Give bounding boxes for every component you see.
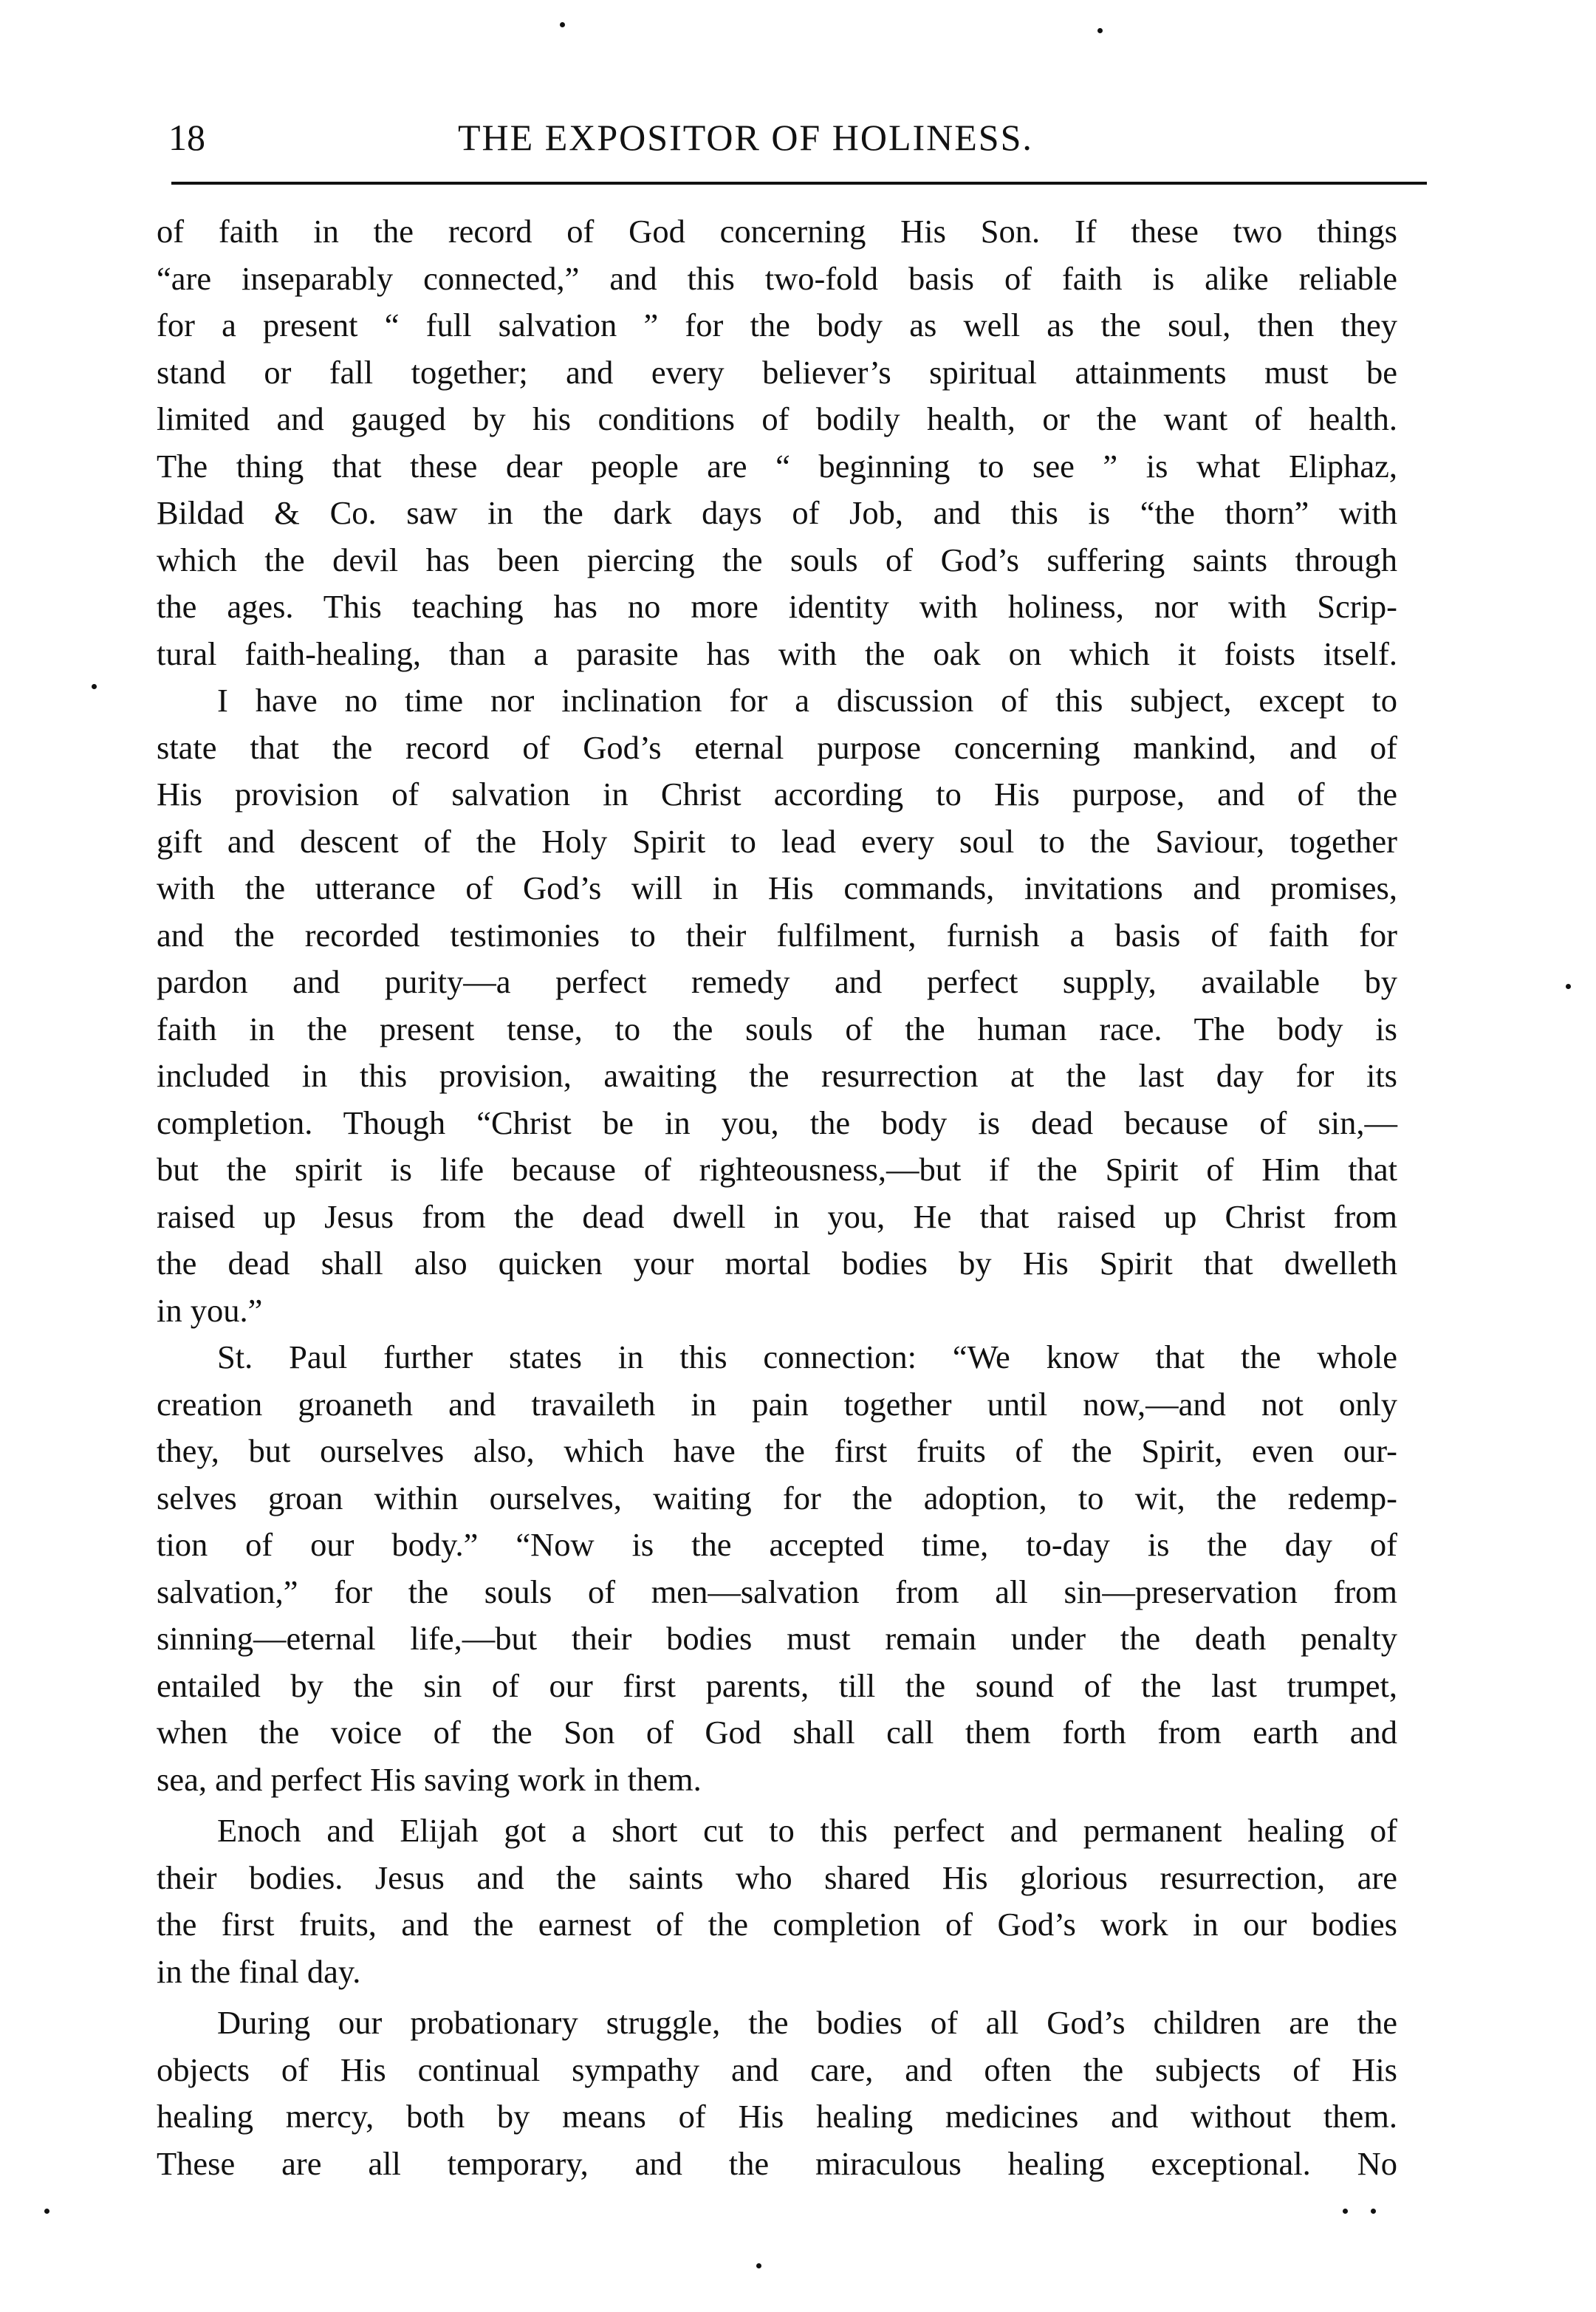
text-line: tural faith-healing, than a parasite has with the oak on which it foists itself. bbox=[157, 635, 1397, 672]
text-line: gift and descent of the Holy Spirit to lead every soul to the Saviour, together bbox=[157, 822, 1397, 860]
text-line: the first fruits, and the earnest of the completion of God’s work in our bodies bbox=[157, 1906, 1397, 1943]
text-line: objects of His continual sympathy and care, and often the subjects of His bbox=[157, 2051, 1397, 2088]
text-line: included in this provision, awaiting the resurrection at the last day for its bbox=[157, 1057, 1397, 1094]
text-line: The thing that these dear people are “ beginning to see ” is what Eliphaz, bbox=[157, 447, 1397, 485]
text-line: pardon and purity—a perfect remedy and perfect supply, available by bbox=[157, 963, 1397, 1000]
scan-speck bbox=[92, 684, 97, 689]
header-rule bbox=[171, 182, 1427, 185]
scan-speck bbox=[1566, 984, 1571, 989]
text-line: and the recorded testimonies to their fulfilment, furnish a basis of faith for bbox=[157, 916, 1397, 954]
text-line: selves groan within ourselves, waiting for the adoption, to wit, the redemp- bbox=[157, 1479, 1397, 1516]
text-line: creation groaneth and travaileth in pain together until now,—and not only bbox=[157, 1385, 1397, 1423]
text-line: completion. Though “Christ be in you, the body is dead because of sin,— bbox=[157, 1104, 1397, 1141]
text-line: sea, and perfect His saving work in them. bbox=[157, 1760, 702, 1798]
text-line: their bodies. Jesus and the saints who shared His glorious resurrection, are bbox=[157, 1858, 1397, 1896]
text-line: During our probationary struggle, the bodies of all God’s children are the bbox=[217, 2004, 1397, 2041]
page-number: 18 bbox=[168, 117, 205, 158]
scan-speck bbox=[1343, 2209, 1348, 2214]
text-line: His provision of salvation in Christ according to His purpose, and of the bbox=[157, 776, 1397, 813]
running-title: THE EXPOSITOR OF HOLINESS. bbox=[458, 117, 1033, 158]
text-line: sinning—eternal life,—but their bodies must remain under the death penalty bbox=[157, 1620, 1397, 1657]
text-line: salvation,” for the souls of men—salvation from all sin—preservation from bbox=[157, 1573, 1397, 1610]
scan-speck bbox=[756, 2263, 761, 2268]
text-line: when the voice of the Son of God shall call them forth from earth and bbox=[157, 1714, 1397, 1751]
scan-speck bbox=[1371, 2209, 1376, 2214]
text-line: “are inseparably connected,” and this two-fold basis of faith is alike reliable bbox=[157, 259, 1397, 297]
scan-speck bbox=[1097, 28, 1103, 33]
text-line: but the spirit is life because of righteousness,—but if the Spirit of Him that bbox=[157, 1151, 1397, 1188]
text-line: in you.” bbox=[157, 1291, 263, 1329]
text-line: they, but ourselves also, which have the first fruits of the Spirit, even our- bbox=[157, 1432, 1397, 1469]
text-line: state that the record of God’s eternal purpose concerning mankind, and of bbox=[157, 728, 1397, 766]
text-line: Enoch and Elijah got a short cut to this perfect and permanent healing of bbox=[217, 1812, 1397, 1849]
text-line: I have no time nor inclination for a discussion of this subject, except to bbox=[217, 682, 1397, 719]
scan-speck bbox=[560, 22, 565, 27]
text-line: with the utterance of God’s will in His commands, invitations and promises, bbox=[157, 869, 1397, 906]
text-line: raised up Jesus from the dead dwell in you, He that raised up Christ from bbox=[157, 1197, 1397, 1235]
text-line: healing mercy, both by means of His healing medicines and without them. bbox=[157, 2098, 1397, 2135]
scan-speck bbox=[44, 2209, 49, 2214]
text-line: These are all temporary, and the miraculous healing exceptional. No bbox=[157, 2144, 1397, 2182]
text-line: of faith in the record of God concerning His Son. If these two things bbox=[157, 213, 1397, 250]
text-line: the dead shall also quicken your mortal bodies by His Spirit that dwelleth bbox=[157, 1245, 1397, 1282]
text-line: which the devil has been piercing the souls of God’s suffering saints through bbox=[157, 541, 1397, 578]
text-line: tion of our body.” “Now is the accepted time, to-day is the day of bbox=[157, 1526, 1397, 1563]
text-line: stand or fall together; and every believer’s spiritual attainments must be bbox=[157, 353, 1397, 391]
body-text bbox=[157, 208, 1397, 2187]
text-line: St. Paul further states in this connection: “We know that the whole bbox=[217, 1338, 1397, 1375]
text-line: Bildad & Co. saw in the dark days of Job, and this is “the thorn” with bbox=[157, 494, 1397, 531]
text-line: faith in the present tense, to the souls of the human race. The body is bbox=[157, 1010, 1397, 1047]
text-line: for a present “ full salvation ” for the body as well as the soul, then they bbox=[157, 307, 1397, 343]
text-line: in the final day. bbox=[157, 1952, 361, 1990]
text-line: entailed by the sin of our first parents, till the sound of the last trumpet, bbox=[157, 1666, 1397, 1704]
text-line: limited and gauged by his conditions of bodily health, or the want of health. bbox=[157, 400, 1397, 437]
text-line: the ages. This teaching has no more identity with holiness, nor with Scrip- bbox=[157, 588, 1397, 625]
